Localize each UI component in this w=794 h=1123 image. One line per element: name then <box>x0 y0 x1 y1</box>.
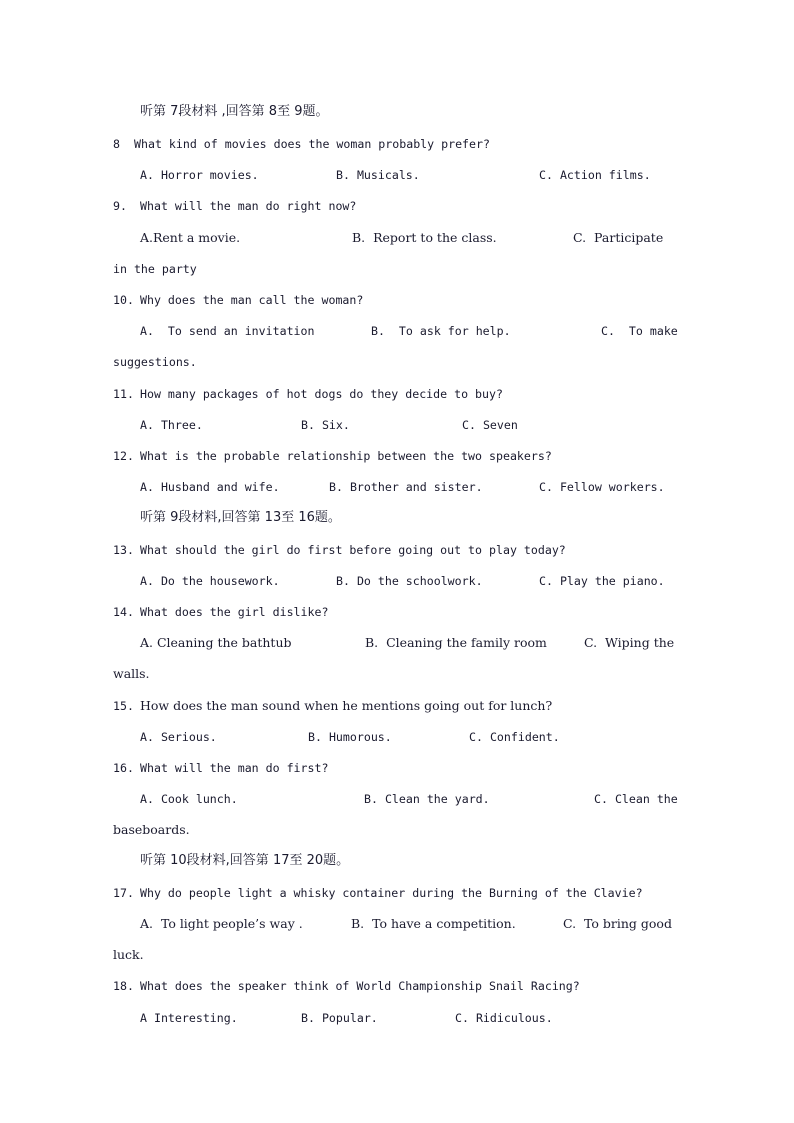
question-17-option-b: B. To have a competition. <box>351 916 516 931</box>
question-8-option-a: A. Horror movies. <box>140 168 259 182</box>
question-13-option-a: A. Do the housework. <box>140 574 280 588</box>
question-11-option-b: B. Six. <box>301 418 350 432</box>
question-10-number: 10. <box>113 293 134 307</box>
question-18-option-a: A Interesting. <box>140 1011 238 1025</box>
question-18-option-b: B. Popular. <box>301 1011 378 1025</box>
question-13-option-b: B. Do the schoolwork. <box>336 574 483 588</box>
question-17-option-a: A. To light people’s way . <box>140 916 303 931</box>
question-9-text: What will the man do right now? <box>140 199 357 213</box>
question-16-option-c-continued: baseboards. <box>113 822 190 837</box>
question-10-option-c-continued: suggestions. <box>113 355 197 369</box>
question-17-text: Why do people light a whisky container during the Burning of the Clavie? <box>140 886 643 900</box>
question-12-option-a: A. Husband and wife. <box>140 480 280 494</box>
question-16-option-c: C. Clean the <box>594 792 678 806</box>
section-header-9: 听第 9段材料,回答第 13至 16题。 <box>140 510 341 525</box>
question-18-text: What does the speaker think of World Championship Snail Racing? <box>140 979 580 993</box>
question-14-option-a: A. Cleaning the bathtub <box>140 635 292 650</box>
question-8-option-c: C. Action films. <box>539 168 651 182</box>
question-17-option-c: C. To bring good <box>563 916 672 931</box>
question-18-number: 18. <box>113 979 134 993</box>
question-15-text: How does the man sound when he mentions going out for lunch? <box>140 698 553 713</box>
question-15-option-c: C. Confident. <box>469 730 560 744</box>
question-11-option-c: C. Seven <box>462 418 518 432</box>
question-14-text: What does the girl dislike? <box>140 605 329 619</box>
question-17-number: 17. <box>113 886 134 900</box>
question-12-number: 12. <box>113 449 134 463</box>
question-9-option-c-continued: in the party <box>113 262 197 276</box>
question-16-option-a: A. Cook lunch. <box>140 792 238 806</box>
question-14-number: 14. <box>113 605 134 619</box>
question-8-number: 8 <box>113 137 120 151</box>
question-13-number: 13. <box>113 543 134 557</box>
question-8-text: What kind of movies does the woman probably prefer? <box>134 137 490 151</box>
question-9-option-c: C. Participate <box>573 230 664 245</box>
question-16-text: What will the man do first? <box>140 761 329 775</box>
question-15-option-a: A. Serious. <box>140 730 217 744</box>
question-16-number: 16. <box>113 761 134 775</box>
question-18-option-c: C. Ridiculous. <box>455 1011 553 1025</box>
question-10-text: Why does the man call the woman? <box>140 293 364 307</box>
question-9-option-a: A.Rent a movie. <box>140 230 241 245</box>
question-14-option-c-continued: walls. <box>113 666 150 681</box>
question-8-option-b: B. Musicals. <box>336 168 420 182</box>
question-11-option-a: A. Three. <box>140 418 203 432</box>
question-17-option-c-continued: luck. <box>113 947 144 962</box>
question-9-number: 9. <box>113 199 127 213</box>
question-15-number: 15. <box>113 699 134 713</box>
question-10-option-c: C. To make <box>601 324 678 338</box>
question-14-option-b: B. Cleaning the family room <box>365 635 547 650</box>
question-11-number: 11. <box>113 387 134 401</box>
question-13-text: What should the girl do first before going out to play today? <box>140 543 566 557</box>
question-12-option-c: C. Fellow workers. <box>539 480 665 494</box>
question-12-text: What is the probable relationship between the two speakers? <box>140 449 552 463</box>
section-header-7: 听第 7段材料 ,回答第 8至 9题。 <box>140 104 329 119</box>
question-16-option-b: B. Clean the yard. <box>364 792 490 806</box>
question-9-option-b: B. Report to the class. <box>352 230 497 245</box>
question-11-text: How many packages of hot dogs do they decide to buy? <box>140 387 503 401</box>
question-10-option-a: A. To send an invitation <box>140 324 315 338</box>
question-12-option-b: B. Brother and sister. <box>329 480 483 494</box>
question-10-option-b: B. To ask for help. <box>371 324 511 338</box>
question-14-option-c: C. Wiping the <box>584 635 675 650</box>
question-13-option-c: C. Play the piano. <box>539 574 665 588</box>
section-header-10: 听第 10段材料,回答第 17至 20题。 <box>140 853 350 868</box>
question-15-option-b: B. Humorous. <box>308 730 392 744</box>
